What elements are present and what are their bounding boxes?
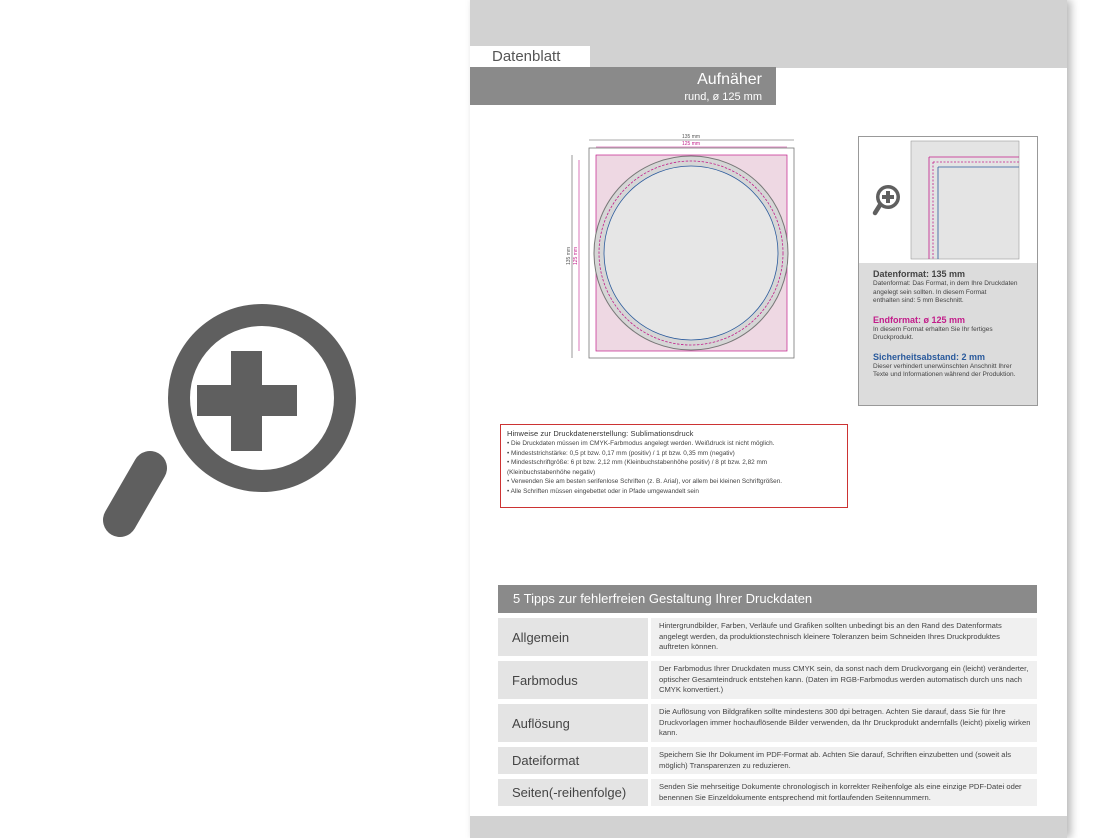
format-legend-box [858,136,1038,406]
magnify-plus-icon[interactable] [100,288,360,548]
hint-line: • Mindestschriftgröße: 6 pt bzw. 2,12 mm (Kleinbuchstabenhöhe positiv) / 8 pt bzw. 2,82 mm [507,459,768,467]
tips-header: 5 Tipps zur fehlerfreien Gestaltung Ihrer Druckdaten [498,585,1037,613]
tip-label: Farbmodus [498,661,648,699]
tip-text: Speichern Sie Ihr Dokument im PDF-Format ab. Achten Sie darauf, Schriften einzubetten und (soweit als möglich) Transparenzen zu reduzieren. [651,747,1037,774]
hint-line: • Die Druckdaten müssen im CMYK-Farbmodus angelegt werden. Weißdruck ist nicht möglich. [507,440,775,447]
legend-safe-text: Dieser verhindert unerwünschten Anschnitt Ihrer Texte und Informationen während der Produktion. [873,362,1016,378]
hints-title: Hinweise zur Druckdatenerstellung: Sublimationsdruck [507,429,694,438]
hint-line: (Kleinbuchstabenhöhe negativ) [507,468,596,476]
title-bar [470,67,776,105]
tip-text: Senden Sie mehrseitige Dokumente chronologisch in korrekter Reihenfolge als eine einzige PDF-Datei oder benennen Sie Einzeldokumente entsprechend mit fortlaufenden Seitennummern. [651,779,1037,806]
patch-drawing [562,130,802,362]
legend-end-text: In diesem Format erhalten Sie Ihr fertiges Druckprodukt. [873,325,993,341]
page-title: Aufnäher [697,71,762,88]
dim-inner-vertical: 125 mm [573,246,579,266]
hint-line: • Verwenden Sie am besten serifenlose Schriften (z. B. Arial), vor allem bei kleinen Schriftgrößen. [507,478,783,486]
legend-format-title: Datenformat: 135 mm [873,269,966,279]
tip-text: Hintergrundbilder, Farben, Verläufe und Grafiken sollten unbedingt bis an den Rand des Datenformats angelegt werden, da produktionstechnisch kleinere Toleranzen beim Schneiden Ihres Druckproduktes auftreten können. [651,618,1037,656]
dim-outer-horizontal: 135 mm [681,134,701,140]
hint-line: • Alle Schriften müssen eingebettet oder in Pfade umgewandelt sein [507,487,699,495]
tip-text: Der Farbmodus Ihrer Druckdaten muss CMYK sein, da sonst nach dem Druckvorgang ein (leicht) veränderter, optischer Gesamteindruck entstehen kann. (Daten im RGB-Farbmodus werden automatisch durch uns nach CMYK konvertiert.) [651,661,1037,699]
small-magnify-plus-icon[interactable] [875,185,900,213]
legend-end-title: Endformat: ø 125 mm [873,314,966,325]
datasheet-page [470,0,1067,838]
dim-outer-vertical: 135 mm [566,246,572,266]
corner-detail [859,137,1037,263]
datasheet-tag: Datenblatt [470,46,590,67]
tip-label: Dateiformat [498,747,648,774]
legend-panel [859,263,1037,405]
tip-row [498,704,1037,742]
page-footer-band [470,816,1067,838]
hint-line: • Mindeststrichstärke: 0,5 pt bzw. 0,17 mm (positiv) / 1 pt bzw. 0,35 mm (negativ) [507,449,735,457]
tip-row [498,747,1037,774]
tip-label: Seiten(-reihenfolge) [498,779,648,806]
tip-text: Die Auflösung von Bildgrafiken sollte mindestens 300 dpi betragen. Achten Sie darauf, dass Sie für Ihre Druckvorlagen immer hochauflösende Bilder verwenden, da Ihr Druckprodukt andernfalls (leicht) pixelig wirken kann. [651,704,1037,742]
tip-label: Allgemein [498,618,648,656]
tip-row [498,661,1037,699]
tips-table [498,585,1037,806]
legend-format-text: Datenformat: Das Format, in dem Ihre Druckdaten angelegt sein sollten. In diesem Format enthalten sind: 5 mm Beschnitt. [873,280,1018,304]
print-hints-box [500,424,848,508]
tip-row [498,779,1037,806]
dim-inner-horizontal: 125 mm [681,141,701,147]
tip-label: Auflösung [498,704,648,742]
tip-row [498,618,1037,656]
page-subtitle: rund, ø 125 mm [684,91,762,103]
legend-safe-title: Sicherheitsabstand: 2 mm [873,351,986,362]
